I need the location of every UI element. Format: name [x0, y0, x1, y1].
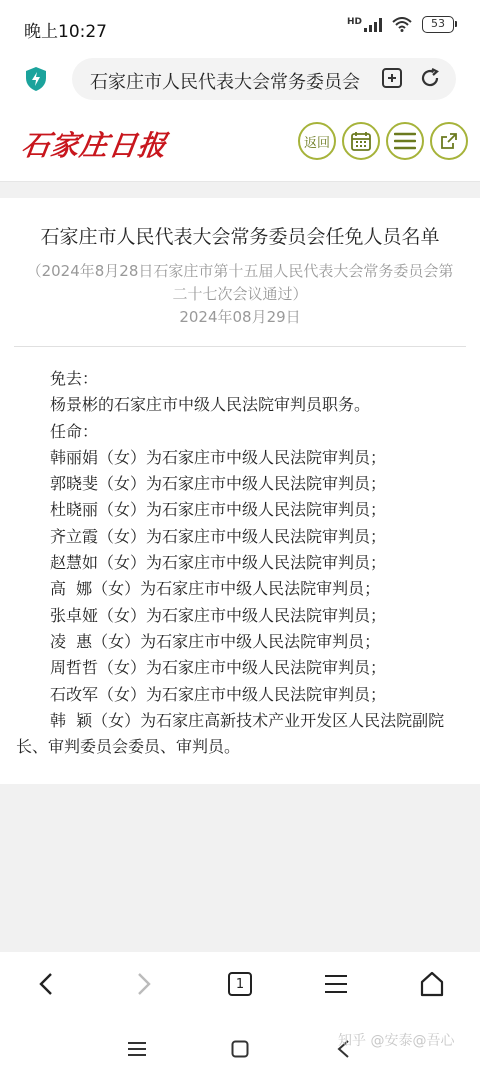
status-time: 晚上10:27 [24, 22, 107, 42]
site-header [0, 104, 480, 182]
paragraph: 杨景彬的石家庄市中级人民法院审判员职务。 [50, 395, 371, 415]
site-logo[interactable]: 石家庄日报 [19, 129, 170, 162]
recents-icon [127, 1041, 147, 1057]
back-button-label: 返回 [303, 135, 330, 151]
article-body [16, 366, 468, 760]
chevron-right-icon [136, 972, 152, 996]
list-item: 杜晓丽（女）为石家庄市中级人民法院审判员； [50, 500, 387, 520]
forward-nav-button[interactable] [124, 966, 164, 1002]
calendar-icon [350, 130, 372, 152]
tabs-button[interactable] [220, 966, 260, 1002]
battery-icon: 53 [422, 16, 454, 33]
tab-count: 1 [235, 976, 245, 992]
reload-icon[interactable] [418, 66, 442, 90]
status-bar [0, 0, 480, 52]
list-item: 周哲哲（女）为石家庄市中级人民法院审判员； [50, 658, 387, 678]
list-item: 张卓娅（女）为石家庄市中级人民法院审判员； [50, 605, 387, 625]
add-bookmark-icon[interactable] [380, 66, 404, 90]
calendar-button[interactable] [342, 122, 380, 160]
article-card [0, 198, 480, 784]
browser-toolbar [0, 952, 480, 1068]
article-title: 石家庄市人民代表大会常务委员会任免人员名单 [40, 226, 440, 248]
back-button[interactable] [298, 122, 336, 160]
tab-count-icon [228, 972, 252, 996]
article-date: 2024年08月29日 [179, 308, 301, 326]
article-subtitle: （2024年8月28日石家庄市第十五届人民代表大会常务委员会第二十七次会议通过） [26, 262, 454, 303]
network-type: HD [346, 16, 362, 27]
home-button[interactable] [412, 966, 452, 1002]
list-item: 韩 颖（女）为石家庄高新技术产业开发区人民法院副院长、审判委员会委员、审判员。 [16, 710, 445, 757]
back-nav-button[interactable] [26, 966, 66, 1002]
url-text[interactable]: 石家庄市人民代表大会常务委员会 [90, 72, 360, 93]
list-item: 高 娜（女）为石家庄市中级人民法院审判员； [50, 579, 381, 599]
browser-menu-button[interactable] [316, 966, 356, 1002]
paragraph-dismiss-heading: 免去： [50, 369, 99, 388]
home-icon [419, 971, 445, 997]
list-item: 石改军（女）为石家庄市中级人民法院审判员； [50, 684, 387, 704]
share-button[interactable] [430, 122, 468, 160]
square-home-icon [231, 1040, 249, 1058]
watermark: 知乎 @安泰@吾心 [338, 1033, 455, 1049]
browser-address-bar [0, 52, 480, 104]
status-icons [347, 16, 454, 33]
paragraph-appoint-heading: 任命： [50, 421, 99, 441]
list-item: 郭晓斐（女）为石家庄市中级人民法院审判员； [50, 474, 387, 494]
security-shield-icon[interactable] [24, 66, 48, 92]
menu-button[interactable] [386, 122, 424, 160]
list-item: 赵慧如（女）为石家庄市中级人民法院审判员； [50, 553, 387, 573]
chevron-left-icon [38, 972, 54, 996]
menu-icon [394, 132, 416, 150]
list-item: 韩丽娟（女）为石家庄市中级人民法院审判员； [50, 447, 387, 467]
article-meta [24, 260, 456, 329]
share-icon [439, 131, 459, 151]
wifi-icon [392, 17, 412, 32]
list-item: 齐立霞（女）为石家庄市中级人民法院审判员； [50, 526, 387, 546]
divider [14, 346, 466, 347]
system-home-button[interactable] [225, 1034, 255, 1064]
list-item: 凌 惠（女）为石家庄市中级人民法院审判员； [50, 631, 381, 651]
menu-icon [324, 974, 348, 994]
system-recents-button[interactable] [122, 1034, 152, 1064]
signal-icon [347, 18, 382, 32]
